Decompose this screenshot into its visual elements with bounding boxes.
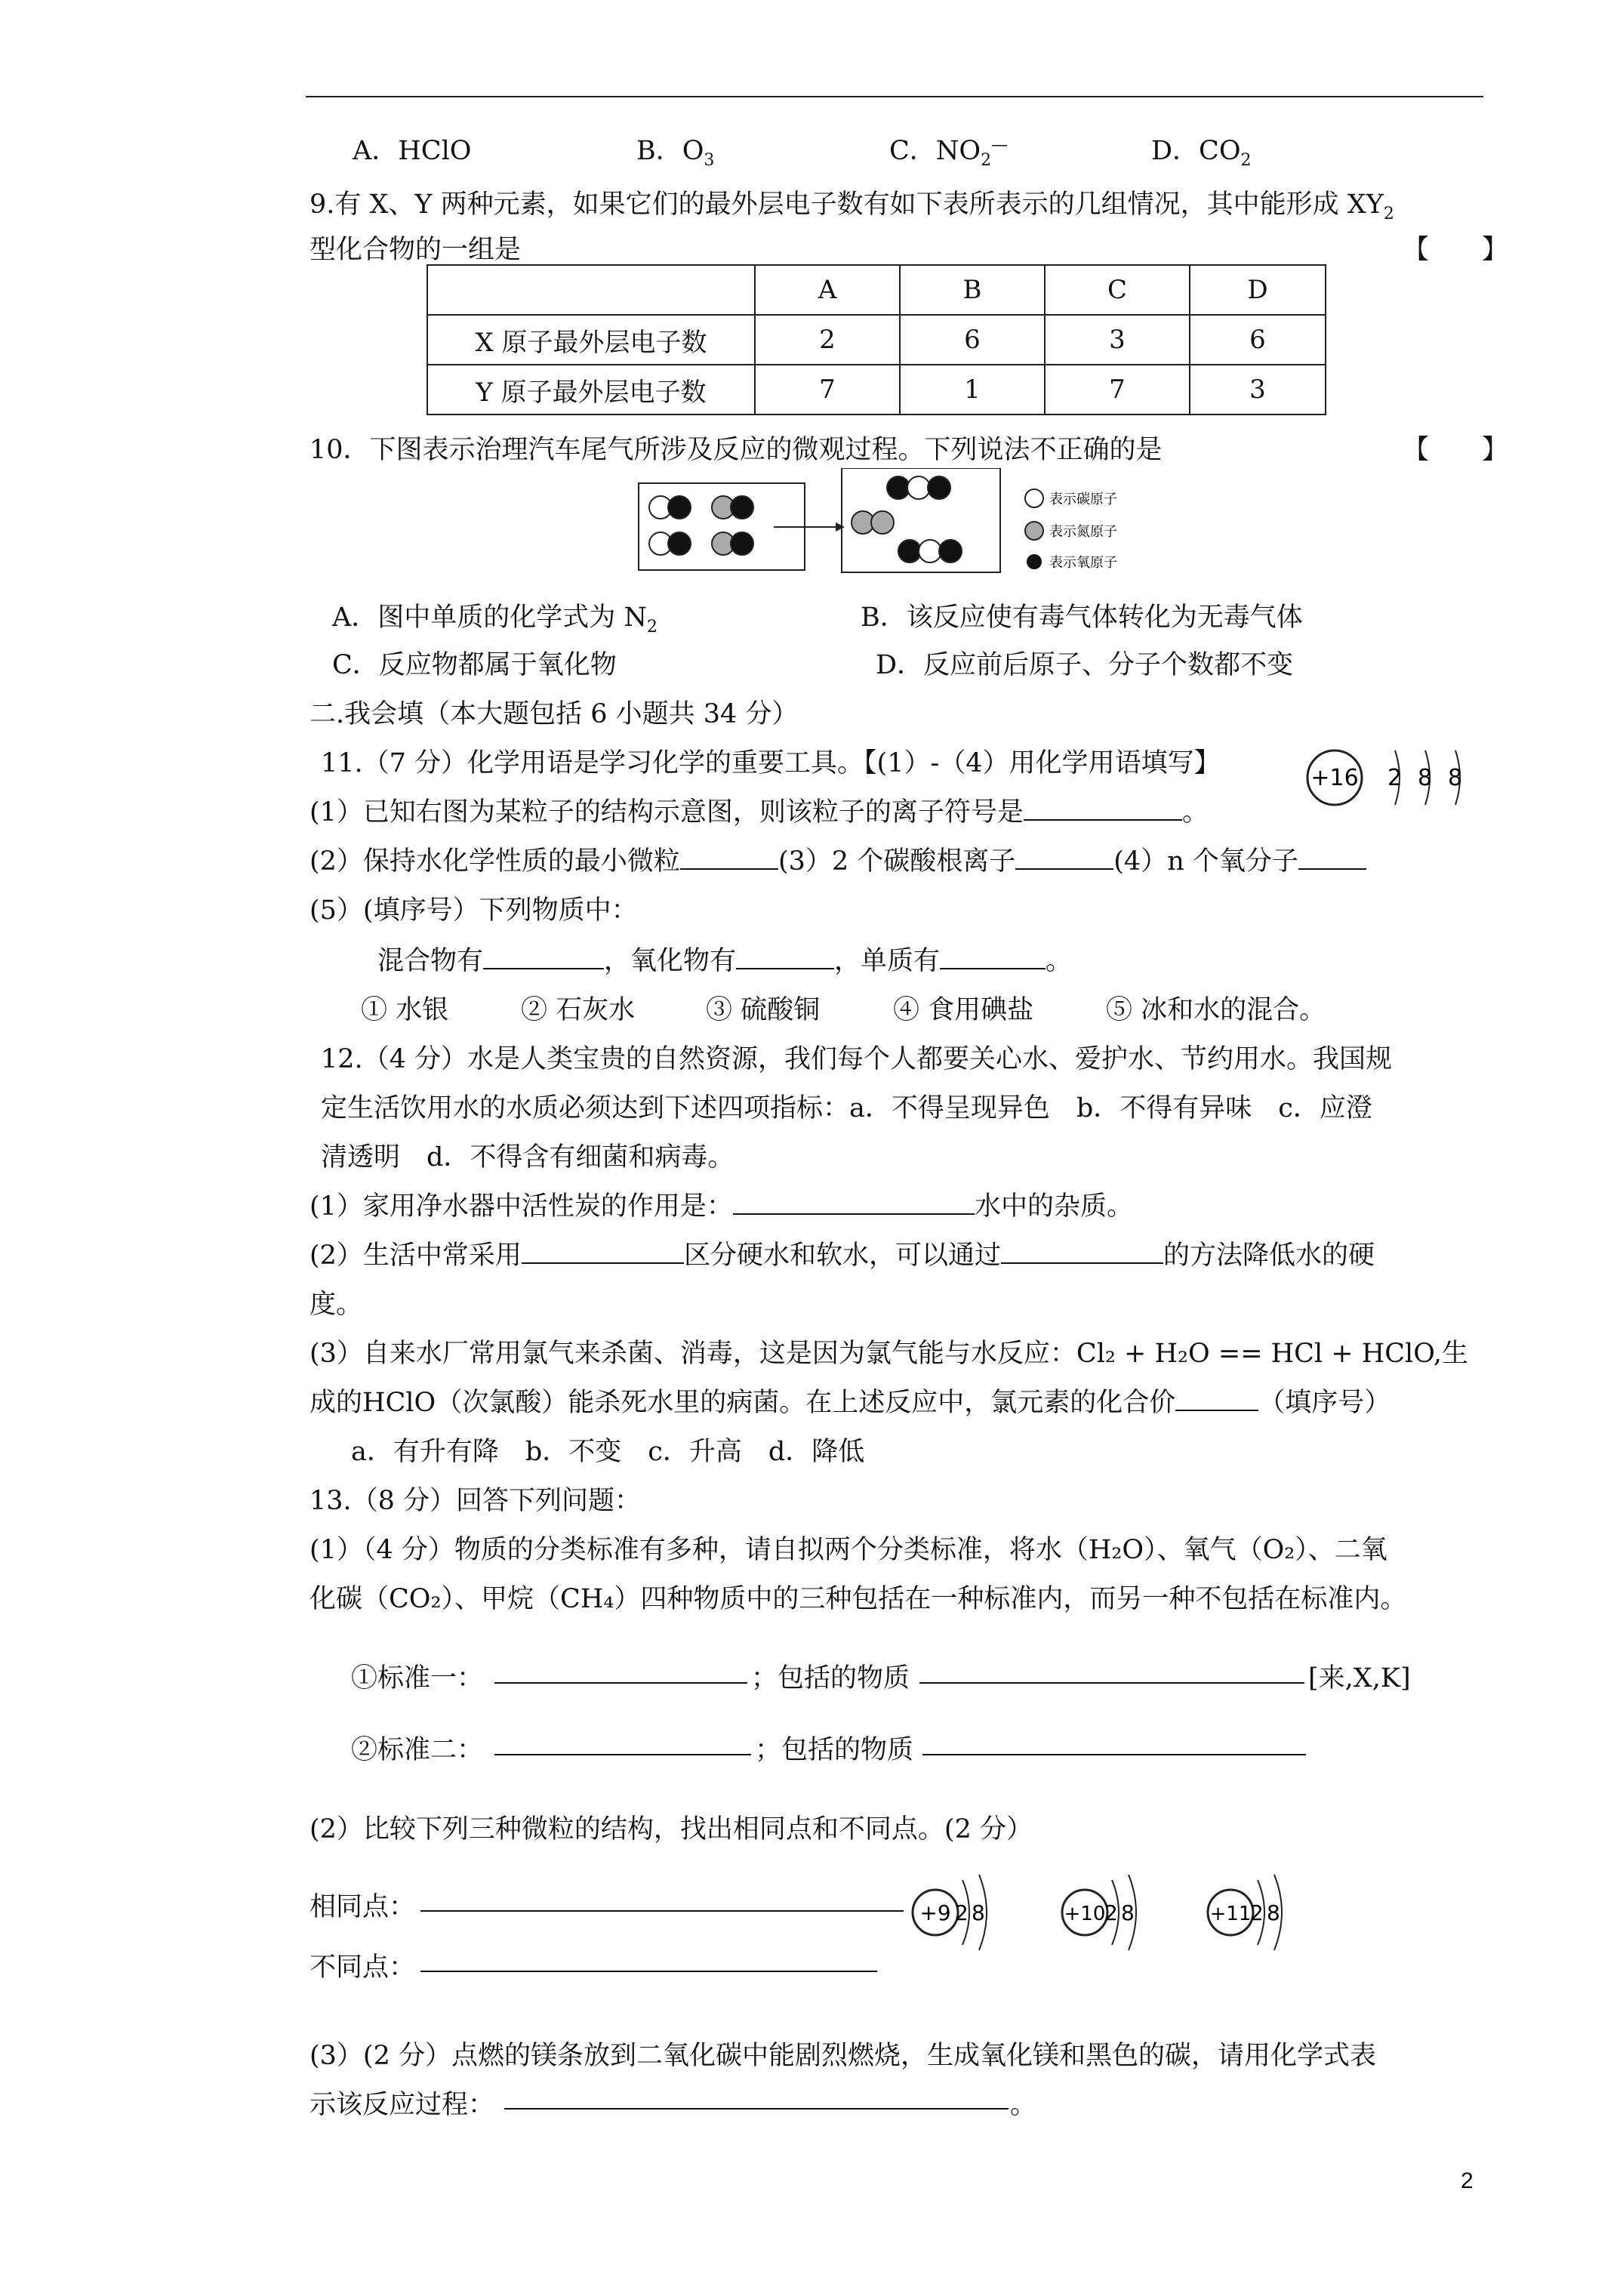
q11-choice-4: ④ 食用碘盐 <box>893 995 1034 1025</box>
particle-1-nucleus: +9 <box>919 1900 951 1925</box>
table-cell: C <box>1045 265 1190 315</box>
particle-3-shell-1: 2 <box>1250 1900 1264 1925</box>
q13-diff-label: 不同点： <box>310 1952 416 1983</box>
table-cell: 7 <box>755 365 900 415</box>
table-cell: 3 <box>1190 365 1326 415</box>
q9-stem-line2: 型化合物的一组是 <box>310 235 522 265</box>
nitrogen-legend-icon <box>1025 522 1043 540</box>
shell-count-2: 8 <box>1418 765 1433 791</box>
standard2-blank[interactable] <box>494 1754 751 1755</box>
particle-3-nucleus: +11 <box>1209 1903 1252 1925</box>
different-points-blank[interactable] <box>420 1971 877 1972</box>
legend-oxygen-label: 表示氧原子 <box>1049 555 1117 571</box>
shell-count-3: 8 <box>1448 765 1463 791</box>
q11-part5: (5）(填序号）下列物质中： <box>310 895 638 926</box>
q12-part2: (2）生活中常采用 区分硬水和软水，可以通过 的方法降低水的硬 <box>310 1234 1375 1272</box>
q10-option-d: D．反应前后原子、分子个数都不变 <box>876 650 1294 680</box>
q10-option-a: A．图中单质的化学式为 $N_2$ <box>332 603 658 636</box>
table-cell: A <box>755 265 900 315</box>
answer-blank[interactable] <box>940 944 1046 969</box>
standard1-blank[interactable] <box>494 1682 747 1684</box>
answer-blank[interactable] <box>1298 844 1366 870</box>
table-row <box>427 365 1326 415</box>
q10-answer-bracket: 【 】 <box>1403 435 1509 465</box>
table-cell: D <box>1190 265 1326 315</box>
reaction-diagram <box>638 468 1181 581</box>
particle-1 <box>913 1875 987 1950</box>
q11-part5-blanks: 混合物有 ，氧化物有 ，单质有 。 <box>377 940 1072 978</box>
q8-option-a: A．HClO <box>353 136 472 166</box>
q10-option-b: B．该反应使有毒气体转化为无毒气体 <box>861 603 1303 633</box>
particle-3-shell-2: 8 <box>1267 1900 1280 1925</box>
q11-choice-5: ⑤ 冰和水的混合。 <box>1106 995 1326 1025</box>
particle-2-shell-1: 2 <box>1104 1900 1118 1925</box>
q12-part3-choices: a．有升有降 b．不变 c．升高 d．降低 <box>351 1437 865 1467</box>
q13-standard2-includes: ；包括的物质 <box>755 1735 914 1765</box>
q11-part2-4: (2）保持水化学性质的最小微粒 (3）2 个碳酸根离子 (4）n 个氧分子 <box>310 840 1366 878</box>
table-cell: X 原子最外层电子数 <box>427 315 755 365</box>
oxygen-legend-icon <box>1027 554 1042 569</box>
shell-count-1: 2 <box>1387 765 1403 791</box>
answer-blank[interactable] <box>522 1238 684 1264</box>
q10-stem: 10．下图表示治理汽车尾气所涉及反应的微观过程。下列说法不正确的是 <box>310 435 1163 465</box>
arrow-icon <box>774 522 845 532</box>
answer-blank[interactable] <box>1024 795 1182 821</box>
answer-blank[interactable] <box>733 1189 975 1215</box>
q9-stem: 9.有 X、Y 两种元素，如果它们的最外层电子数有如下表所表示的几组情况，其中能形成 $XY_2$ <box>310 190 1394 223</box>
particle-2-shell-2: 8 <box>1121 1900 1135 1925</box>
q13-standard1-includes: ；包括的物质 <box>751 1663 910 1693</box>
standard2-substances-blank[interactable] <box>922 1754 1306 1755</box>
q11-choice-2: ② 石灰水 <box>521 995 636 1025</box>
particle-2 <box>1062 1875 1136 1950</box>
answer-blank[interactable] <box>1015 844 1113 870</box>
q12-stem-line2: 定生活饮用水的水质必须达到下述四项指标：a．不得呈现异色 b．不得有异味 c．应澄 <box>321 1093 1372 1123</box>
q12-part3-line1: (3）自来水厂常用氯气来杀菌、消毒，这是因为氯气能与水反应：Cl₂ + H₂O == HCl + HClO,生 <box>310 1339 1468 1369</box>
standard1-substances-blank[interactable] <box>919 1682 1304 1684</box>
answer-blank[interactable] <box>680 844 778 870</box>
answer-blank[interactable] <box>483 944 604 969</box>
reactant-molecules <box>649 496 753 555</box>
particle-structure-diagrams <box>910 1854 1302 1967</box>
header-rule <box>306 96 1483 97</box>
q13-part2: (2）比较下列三种微粒的结构，找出相同点和不同点。(2 分） <box>310 1814 1033 1845</box>
table-cell: 6 <box>1190 315 1326 365</box>
q10-option-c: C．反应物都属于氧化物 <box>332 650 617 680</box>
q13-part1-line1: (1）（4 分）物质的分类标准有多种，请自拟两个分类标准，将水（H₂O）、氧气（O₂）、二氧 <box>310 1535 1387 1565</box>
table-cell: B <box>900 265 1045 315</box>
q12-part3-line2: 成的HClO（次氯酸）能杀死水里的病菌。在上述反应中，氯元素的化合价 （填序号） <box>310 1382 1390 1419</box>
q11-choice-3: ③ 硫酸铜 <box>706 995 821 1025</box>
q13-standard1-tag: [来,X,K] <box>1308 1663 1411 1693</box>
q11-stem: 11.（7 分）化学用语是学习化学的重要工具。【(1）-（4）用化学用语填写】 <box>321 748 1221 778</box>
q11-choice-1: ① 水银 <box>361 995 449 1025</box>
particle-1-shell-2: 8 <box>972 1900 985 1925</box>
q8-option-b: B．$O_3$ <box>636 136 715 170</box>
table-cell: 7 <box>1045 365 1190 415</box>
atom-structure-diagram <box>1306 740 1472 823</box>
q13-part1-line2: 化碳（CO₂）、甲烷（CH₄）四种物质中的三种包括在一种标准内，而另一种不包括在标准内。 <box>310 1584 1407 1614</box>
table-cell: Y 原子最外层电子数 <box>427 365 755 415</box>
q9-table <box>427 264 1326 415</box>
table-header-row <box>427 265 1326 315</box>
table-cell: 6 <box>900 315 1045 365</box>
table-cell <box>427 265 755 315</box>
legend-carbon-label: 表示碳原子 <box>1049 492 1117 507</box>
q13-part3-label: 示该反应过程： <box>310 2090 495 2120</box>
q12-part1: (1）家用净水器中活性炭的作用是： 水中的杂质。 <box>310 1185 1133 1223</box>
q13-stem: 13.（8 分）回答下列问题： <box>310 1486 642 1516</box>
legend-nitrogen-label: 表示氮原子 <box>1049 524 1117 540</box>
q12-part2-line2: 度。 <box>310 1290 363 1320</box>
nucleus-charge: +16 <box>1310 765 1359 791</box>
same-points-blank[interactable] <box>420 1910 904 1912</box>
reaction-equation-blank[interactable] <box>504 2108 1009 2110</box>
q8-option-d: D．$CO_2$ <box>1151 136 1252 170</box>
q11-part1: (1）已知右图为某粒子的结构示意图，则该粒子的离子符号是 。 <box>310 791 1209 829</box>
q12-stem-line3: 清透明 d．不得含有细菌和病毒。 <box>321 1142 735 1173</box>
answer-blank[interactable] <box>736 944 834 969</box>
answer-blank[interactable] <box>1175 1385 1258 1411</box>
section2-title: 二.我会填（本大题包括 6 小题共 34 分） <box>310 699 799 729</box>
q9-answer-bracket: 【 】 <box>1403 235 1509 265</box>
carbon-legend-icon <box>1025 489 1043 507</box>
table-row <box>427 315 1326 365</box>
answer-blank[interactable] <box>1001 1238 1163 1264</box>
q8-option-c: C．$NO_2^—$ <box>889 135 1009 170</box>
page-number: 2 <box>1461 2168 1474 2193</box>
table-cell: 2 <box>755 315 900 365</box>
particle-2-nucleus: +10 <box>1064 1903 1106 1925</box>
particle-3 <box>1208 1875 1282 1950</box>
table-cell: 1 <box>900 365 1045 415</box>
q12-stem-line1: 12.（4 分）水是人类宝贵的自然资源，我们每个人都要关心水、爱护水、节约用水。我国规 <box>321 1044 1393 1074</box>
q13-standard1-label: ①标准一： <box>351 1663 484 1693</box>
q13-part3-line1: (3）(2 分）点燃的镁条放到二氧化碳中能剧烈燃烧，生成氧化镁和黑色的碳，请用化学式表 <box>310 2041 1376 2071</box>
particle-1-shell-1: 2 <box>955 1900 969 1925</box>
table-cell: 3 <box>1045 315 1190 365</box>
product-molecules <box>852 476 962 562</box>
q13-same-label: 相同点： <box>310 1892 416 1922</box>
legend <box>1025 489 1117 571</box>
q13-part3-end: 。 <box>1010 2090 1037 2120</box>
q13-standard2-label: ②标准二： <box>351 1735 484 1765</box>
